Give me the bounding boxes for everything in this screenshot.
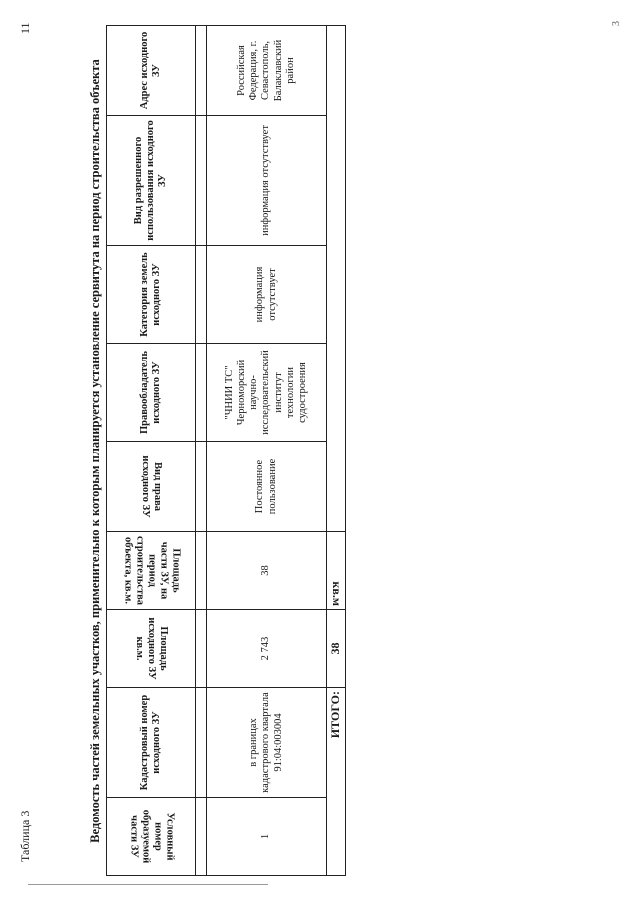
header-cell: Условный номер образуемой части ЗУ: [107, 798, 196, 876]
cell-number: 1: [207, 798, 327, 876]
table-title: Ведомость частей земельных участков, применительно к которым планируется установление сервитута на период строительства объекта: [88, 59, 102, 843]
total-empty: [327, 26, 346, 532]
header-cell: Кадастровый номер исходного ЗУ: [107, 688, 196, 798]
header-cell: Вид разрешенного использования исходного ЗУ: [107, 116, 196, 246]
total-label: ИТОГО:: [327, 688, 346, 876]
statement-sheet: [84, 26, 349, 876]
cell-cadastral: в границах кадастрового квартала 91:04:003004: [207, 688, 327, 798]
cell-address: Российская Федерация, г. Севастополь, Балаклавский район: [207, 26, 327, 116]
cell-permitted-use: информация отсутствует: [207, 116, 327, 246]
land-parts-table: [106, 25, 346, 876]
table-caption: Таблица 3: [18, 810, 32, 862]
bottom-rule: [28, 884, 268, 885]
page-number: 11: [18, 22, 32, 34]
cell-right-type: Постоянное пользование: [207, 442, 327, 532]
header-cell: Площадь части ЗУ, на период строительства объекта, кв.м.: [107, 532, 196, 610]
total-unit: кв.м: [327, 532, 346, 610]
header-row: [107, 26, 196, 876]
total-row: [327, 26, 346, 876]
cell-area-source: 2 743: [207, 610, 327, 688]
corner-mark: 3: [611, 21, 622, 26]
header-cell: Правообладатель исходного ЗУ: [107, 344, 196, 442]
table-row: [207, 26, 327, 876]
header-cell: Вид права исходного ЗУ: [107, 442, 196, 532]
header-cell: Площадь исходного ЗУ кв.м.: [107, 610, 196, 688]
header-cell: Адрес исходного ЗУ: [107, 26, 196, 116]
header-cell: Категория земель исходного ЗУ: [107, 246, 196, 344]
cell-category: информация отсутствует: [207, 246, 327, 344]
cell-area-part: 38: [207, 532, 327, 610]
spacer-row: [196, 26, 207, 876]
cell-owner: "ЧНИИ ТС" Черноморский научно-исследовательский институт технологии судостроения: [207, 344, 327, 442]
total-value: 38: [327, 610, 346, 688]
